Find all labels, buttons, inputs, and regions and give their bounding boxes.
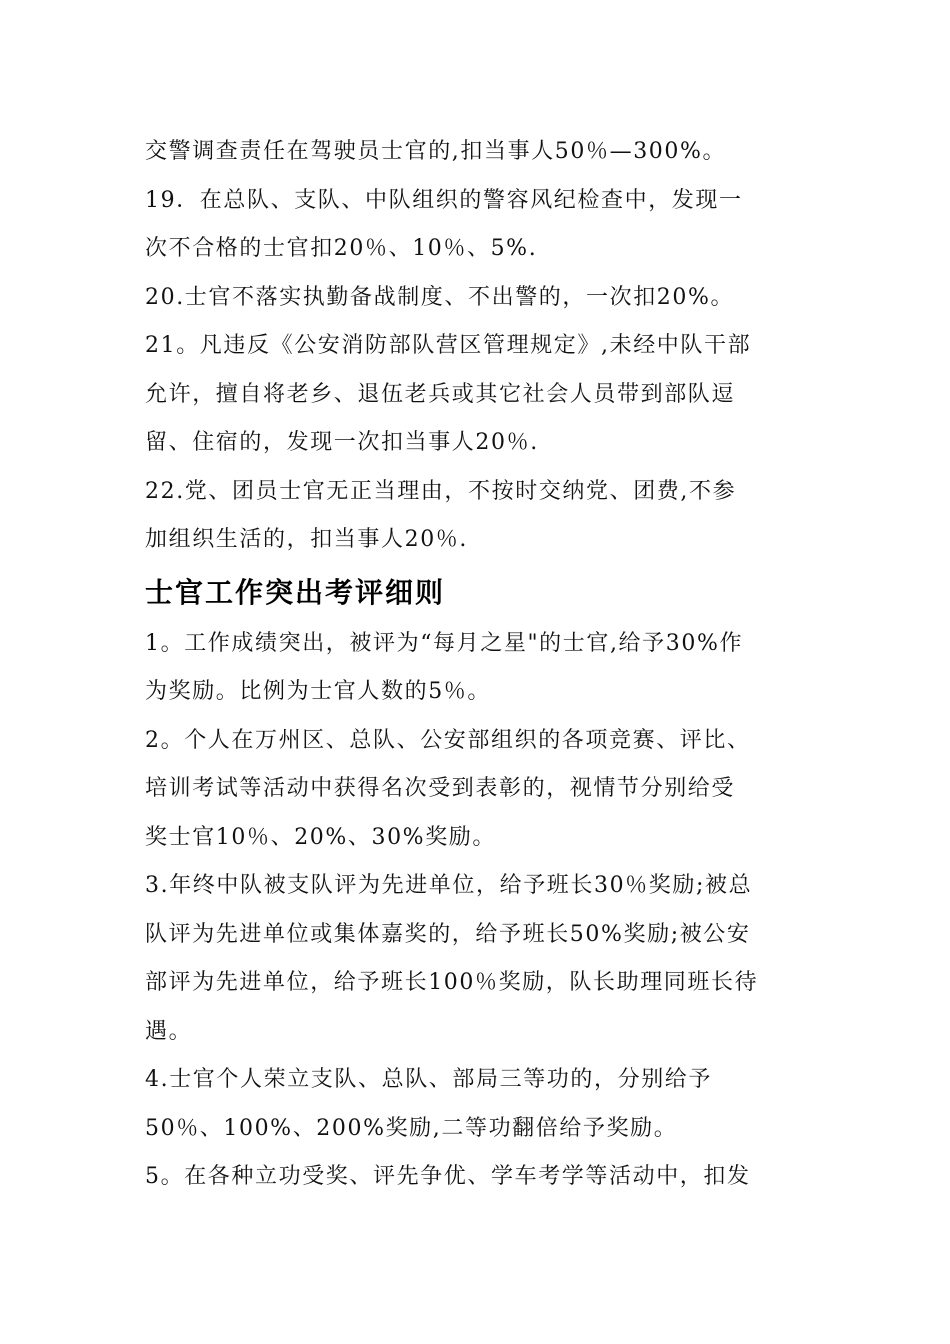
text-line: 遇。 <box>145 1018 193 1044</box>
text-line: 为奖励。比例为士官人数的5％。 <box>145 679 491 704</box>
text-line: 2。个人在万州区、总队、公安部组织的各项竞赛、评比、 <box>145 727 751 753</box>
text-line: 允许，擅自将老乡、退伍老兵或其它社会人员带到部队逗 <box>145 381 736 407</box>
text-line: 21。凡违反《公安消防部队营区管理规定》,未经中队干部 <box>145 333 752 358</box>
text-line: 19．在总队、支队、中队组织的警容风纪检查中，发现一 <box>145 187 743 213</box>
text-line: 加组织生活的，扣当事人20％. <box>145 527 468 552</box>
text-line: 留、住宿的，发现一次扣当事人20％. <box>145 430 539 455</box>
document-body <box>145 128 805 1202</box>
text-line: 1。工作成绩突出，被评为“每月之星"的士官,给予30%作 <box>145 630 744 656</box>
text-line: 奖士官10％、20%、30%奖励。 <box>145 824 496 850</box>
text-line: 交警调查责任在驾驶员士官的,扣当事人50％—300%。 <box>145 139 727 164</box>
text-line: 20.士官不落实执勤备战制度、不出警的，一次扣20%。 <box>145 284 735 310</box>
text-line: 培训考试等活动中获得名次受到表彰的，视情节分别给受 <box>145 776 736 801</box>
text-line: 50％、100%、200%奖励,二等功翻倍给予奖励。 <box>145 1115 678 1141</box>
text-line: 3.年终中队被支队评为先进单位，给予班长30％奖励;被总 <box>145 873 753 898</box>
text-line: 部评为先进单位，给予班长100％奖励，队长助理同班长待 <box>145 970 759 995</box>
text-line: 5。在各种立功受奖、评先争优、学车考学等活动中，扣发 <box>145 1164 751 1189</box>
section-heading: 士官工作突出考评细则 <box>145 575 446 609</box>
text-line: 次不合格的士官扣20％、10％、5%. <box>145 236 538 261</box>
text-line: 22.党、团员士官无正当理由，不按时交纳党、团费,不参 <box>145 478 737 504</box>
text-line: 队评为先进单位或集体嘉奖的，给予班长50%奖励;被公安 <box>145 921 751 947</box>
text-line: 4.士官个人荣立支队、总队、部局三等功的，分别给予 <box>145 1067 712 1092</box>
